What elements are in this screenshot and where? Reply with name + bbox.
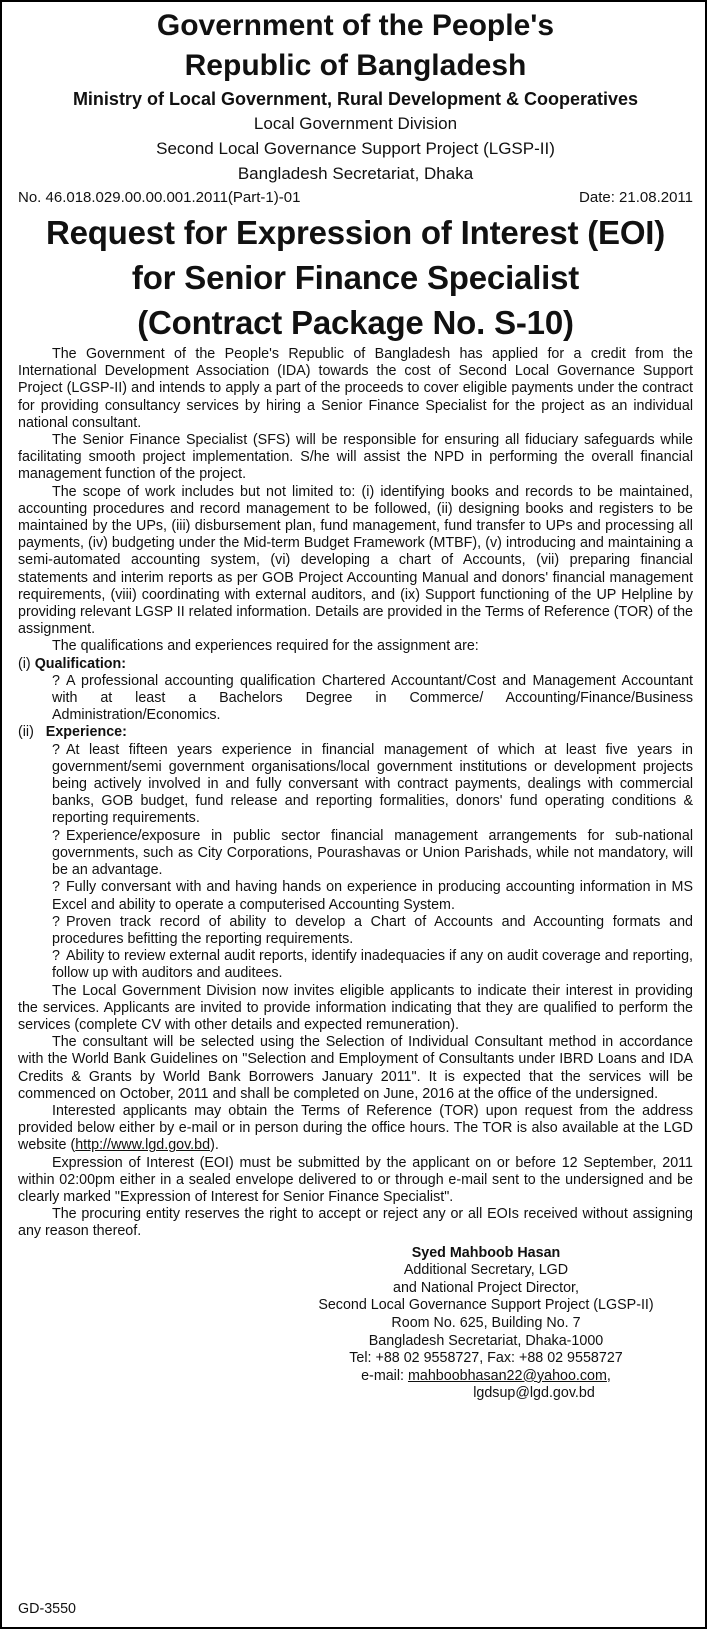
- experience-item: [52, 879, 693, 913]
- experience-item-text: At least fifteen years experience in financial management of which at least five years in government/semi government organisations/local government institutions or development projects being actively involved in and fully conversant with contract payments, dealings with commercial banks, GOB budget, fund release and reporting formalities, donors' fund operating conditions & reporting requirements.: [52, 741, 693, 827]
- signatory-title: Additional Secretary, LGD: [403, 1262, 569, 1279]
- email-link-1[interactable]: mahboobhasan22@yahoo.com: [407, 1367, 607, 1384]
- ministry-name: Ministry of Local Government, Rural Development & Cooperatives: [72, 89, 639, 109]
- lgd-website-link[interactable]: http://www.lgd.gov.bd: [75, 1137, 211, 1154]
- paragraph-requirements-intro: The qualifications and experiences required for the assignment are:: [52, 638, 479, 655]
- signature-block: [286, 1245, 686, 1403]
- ad-code: GD-3550: [18, 1601, 77, 1617]
- paragraph-role: The Senior Finance Specialist (SFS) will be responsible for ensuring all fiduciary safeguards while facilitating smooth project implementation. S/he will assist the NPD in performing the overall financial management function of the project.: [18, 432, 693, 483]
- header: [18, 6, 693, 186]
- tor-text-pre: Interested applicants may obtain the Terms of Reference (TOR) upon request from the address provided below either by e-mail or in person during the office hours. The TOR is also available at the LGD website (: [18, 1102, 693, 1154]
- experience-item-text: Proven track record of ability to develop a Chart of Accounts and Accounting formats and procedures befitting the reporting requirements.: [52, 913, 693, 947]
- paragraph-intro: The Government of the People's Republic of Bangladesh has applied for a credit from the International Development Association (IDA) towards the cost of Second Local Governance Support Project (LGSP-II) and intends to apply a part of the proceeds to cover eligible payments under the contract for providing consultancy services by hiring a Senior Finance Specialist for the project as an individual national consultant.: [18, 346, 693, 431]
- signatory-name: Syed Mahboob Hasan: [411, 1244, 561, 1261]
- location: Bangladesh Secretariat, Dhaka: [237, 164, 474, 183]
- gov-line-1: Government of the People's: [156, 9, 555, 42]
- bullet-mark: ?: [52, 741, 60, 758]
- reference-row: [18, 187, 693, 209]
- bullet-mark: ?: [52, 827, 60, 844]
- qualification-item-text: A professional accounting qualification Chartered Accountant/Cost and Management Accountant with at least a Bachelors Degree in Commerce/ Accounting/Finance/Business Administration/Economics.: [52, 672, 693, 724]
- experience-item: [52, 914, 693, 948]
- project-name: Second Local Governance Support Project (LGSP-II): [156, 139, 555, 158]
- experience-item-text: Fully conversant with and having hands on experience in producing accounting information in MS Excel and ability to operate a computerised Accounting System.: [52, 879, 693, 913]
- division-name: Local Government Division: [253, 114, 458, 133]
- tor-text-post: ).: [210, 1137, 219, 1154]
- paragraph-invitation: The Local Government Division now invites eligible applicants to indicate their interest in providing the services. Applicants are invited to provide information indicating that they are qualified to perform the services (complete CV with other details and expected remuneration).: [18, 982, 693, 1033]
- experience-item-text: Ability to review external audit reports, identify inadequacies if any on audit coverage and reporting, follow up with auditors and auditees.: [52, 948, 693, 982]
- signatory-phone: Tel: +88 02 9558727, Fax: +88 02 9558727: [349, 1350, 623, 1367]
- paragraph-tor: [18, 1103, 693, 1155]
- signatory-address: Bangladesh Secretariat, Dhaka-1000: [368, 1332, 604, 1349]
- paragraph-selection: The consultant will be selected using the Selection of Individual Consultant method in accordance with the World Bank Guidelines on "Selection and Employment of Consultants under IBRD Loans and IDA Credits & Grants by World Bank Borrowers January 2011". It is expected that the services will be commenced on October, 2011 and shall be completed on June, 2016 at the office of the undersigned.: [18, 1034, 693, 1102]
- gov-line-2: Republic of Bangladesh: [184, 49, 527, 82]
- experience-item: [52, 948, 693, 982]
- paragraph-scope: The scope of work includes but not limited to: (i) identifying books and records to be maintained, accounting procedures and record management to be followed, (ii) designing books and registers to be maintained by the UPs, (iii) disbursement plan, fund management, fund transfer to UPs and processing all payments, (iv) budgeting under the Mid-term Budget Framework (MTBF), (v) introducing and maintaining a semi-automated accounting system, (vi) developing a chart of Accounts, (vii) preparing financial statements and interim reports as per GOB Project Accounting Manual and donors' financial management requirements, (viii) coordinating with external auditors, and (ix) Support functioning of the UP Helpline by providing relevant LGSP II related information. Details are provided in the Terms of Reference (TOR) of the assignment.: [18, 483, 693, 638]
- paragraph-submission: Expression of Interest (EOI) must be submitted by the applicant on or before 12 September, 2011 within 02:00pm either in a sealed envelope delivered to or through e-mail sent to the undersigned and be clearly marked "Expression of Interest for Senior Finance Specialist".: [18, 1154, 693, 1205]
- title-line-3: (Contract Package No. S-10): [137, 304, 574, 341]
- paragraph-rights: The procuring entity reserves the right to accept or reject any or all EOIs received without assigning any reason thereof.: [18, 1206, 693, 1240]
- experience-item: [52, 742, 693, 828]
- signatory-room: Room No. 625, Building No. 7: [391, 1314, 581, 1331]
- title-line-1: Request for Expression of Interest (EOI): [45, 214, 666, 251]
- notice-title: [18, 211, 693, 344]
- notice-body: [18, 346, 693, 1241]
- qualification-item: [52, 673, 693, 725]
- issue-date: Date: 21.08.2011: [579, 189, 693, 206]
- email-separator: ,: [606, 1367, 611, 1384]
- bullet-mark: ?: [52, 879, 60, 896]
- experience-item: [52, 828, 693, 880]
- signatory-email-line: [286, 1368, 686, 1386]
- experience-label: Experience:: [45, 724, 127, 741]
- experience-number: (ii): [18, 724, 34, 741]
- bullet-mark: ?: [52, 672, 60, 689]
- email-link-2[interactable]: lgdsup@lgd.gov.bd: [473, 1385, 595, 1402]
- experience-heading: [18, 724, 693, 741]
- signatory-role: and National Project Director,: [393, 1279, 579, 1296]
- signatory-project: Second Local Governance Support Project (LGSP-II): [318, 1297, 654, 1314]
- qualification-number: (i): [18, 655, 31, 672]
- signatory-email-2: [286, 1385, 686, 1403]
- bullet-mark: ?: [52, 913, 60, 930]
- bullet-mark: ?: [52, 948, 60, 965]
- reference-number: No. 46.018.029.00.00.001.2011(Part-1)-01: [18, 189, 301, 206]
- experience-item-text: Experience/exposure in public sector financial management arrangements for sub-national governments, such as City Corporations, Pourashavas or Union Parishads, while not mandatory, will be an advantage.: [52, 827, 693, 879]
- title-line-2: for Senior Finance Specialist: [131, 259, 580, 296]
- qualification-heading: [18, 656, 693, 673]
- qualification-label: Qualification:: [34, 655, 127, 672]
- email-label: e-mail:: [361, 1367, 408, 1384]
